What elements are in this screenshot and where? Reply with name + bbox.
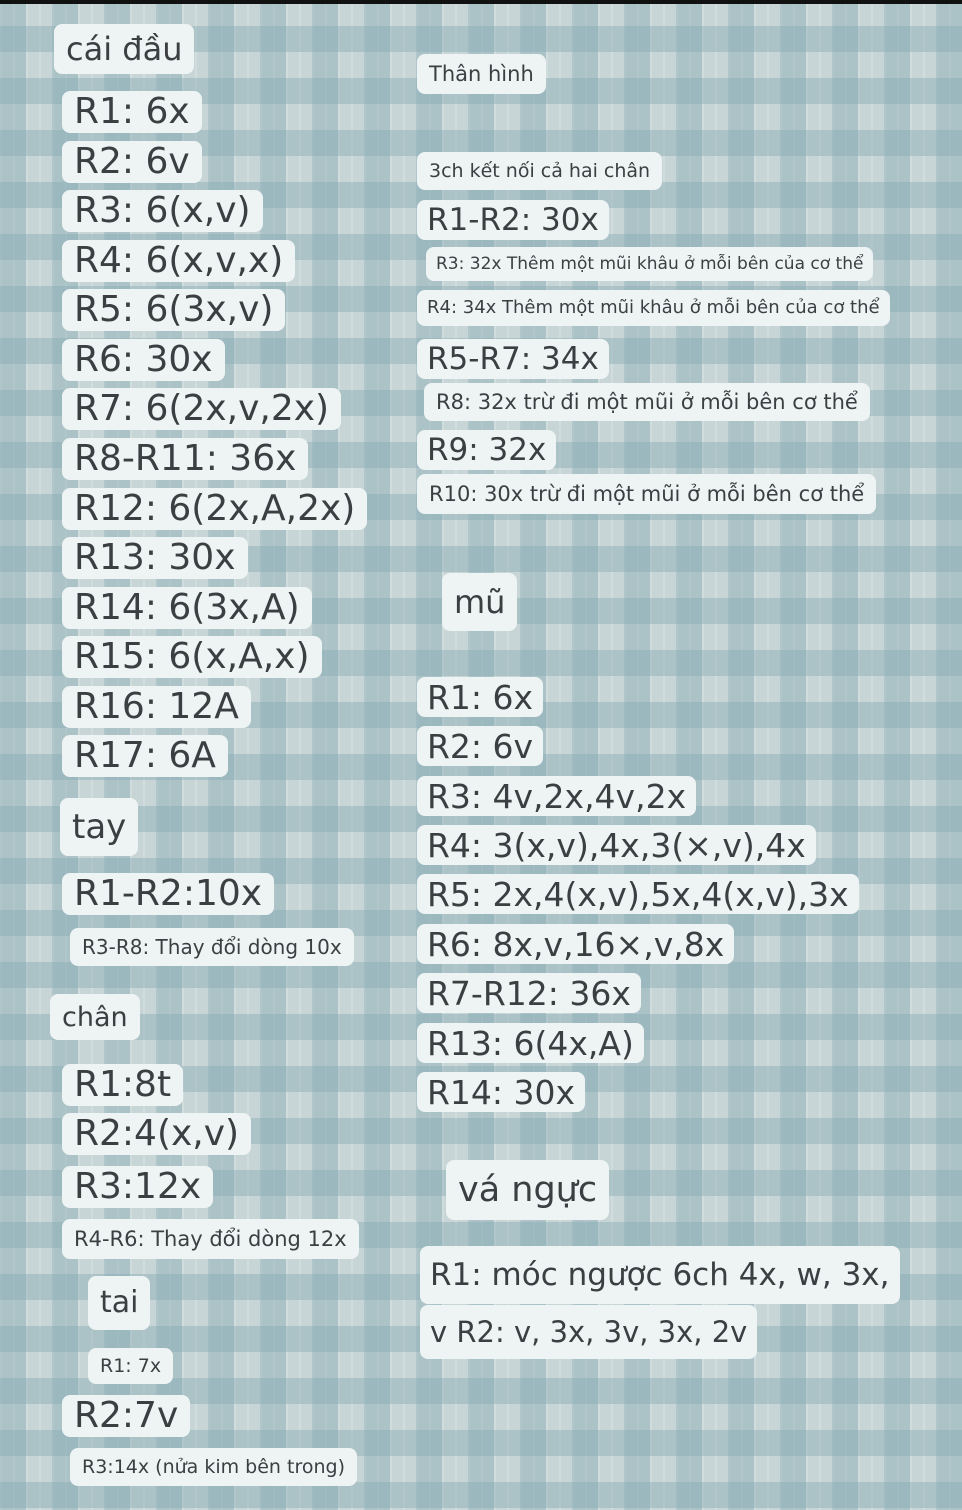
head-row: R17: 6A [62,735,228,777]
ear-row: R2:7v [62,1395,190,1437]
leg-row: R1:8t [62,1064,183,1106]
chest-patch-row: R1: móc ngược 6ch 4x, w, 3x, [420,1246,900,1304]
hat-row: R4: 3(x,v),4x,3(×,v),4x [417,825,816,865]
body-row: R10: 30x trừ đi một mũi ở mỗi bên cơ thể [417,474,876,514]
head-row: R15: 6(x,A,x) [62,636,322,678]
leg-row: R4-R6: Thay đổi dòng 12x [62,1219,359,1259]
head-row: R4: 6(x,v,x) [62,240,295,282]
hat-row: R1: 6x [417,677,543,717]
ear-title: tai [88,1276,150,1330]
head-row: R12: 6(2x,A,2x) [62,488,367,530]
arm-row: R1-R2:10x [62,873,274,915]
head-title: cái đầu [54,24,194,74]
leg-row: R3:12x [62,1166,213,1208]
body-title: Thân hình [417,54,546,94]
arm-title: tay [60,798,138,856]
chest-patch-title: vá ngực [446,1160,609,1220]
ear-row: R1: 7x [88,1348,173,1384]
head-row: R3: 6(x,v) [62,190,263,232]
head-row: R16: 12A [62,686,251,728]
leg-row: R2:4(x,v) [62,1113,251,1155]
hat-row: R5: 2x,4(x,v),5x,4(x,v),3x [417,874,859,914]
hat-title: mũ [442,573,517,631]
leg-title: chân [50,994,140,1040]
body-row: R5-R7: 34x [417,339,609,379]
hat-row: R14: 30x [417,1072,585,1112]
top-edge-bar [0,0,962,4]
head-row: R7: 6(2x,v,2x) [62,388,341,430]
body-row: R8: 32x trừ đi một mũi ở mỗi bên cơ thể [424,383,870,421]
hat-row: R13: 6(4x,A) [417,1023,644,1063]
head-row: R2: 6v [62,141,202,183]
head-row: R1: 6x [62,91,202,133]
hat-row: R3: 4v,2x,4v,2x [417,776,696,816]
body-intro: 3ch kết nối cả hai chân [417,152,662,190]
head-row: R5: 6(3x,v) [62,289,285,331]
body-row: R1-R2: 30x [417,200,609,240]
hat-row: R6: 8x,v,16×,v,8x [417,924,734,964]
arm-row: R3-R8: Thay đổi dòng 10x [70,928,354,966]
ear-row: R3:14x (nửa kim bên trong) [70,1448,357,1486]
hat-row: R2: 6v [417,726,543,766]
hat-row: R7-R12: 36x [417,973,641,1013]
head-row: R14: 6(3x,A) [62,587,312,629]
head-row: R6: 30x [62,339,225,381]
head-row: R8-R11: 36x [62,438,308,480]
body-row: R3: 32x Thêm một mũi khâu ở mỗi bên của cơ thể [426,247,873,281]
head-row: R13: 30x [62,537,248,579]
body-row: R4: 34x Thêm một mũi khâu ở mỗi bên của cơ thể [417,290,890,326]
chest-patch-row: v R2: v, 3x, 3v, 3x, 2v [420,1305,757,1359]
body-row: R9: 32x [417,430,556,470]
